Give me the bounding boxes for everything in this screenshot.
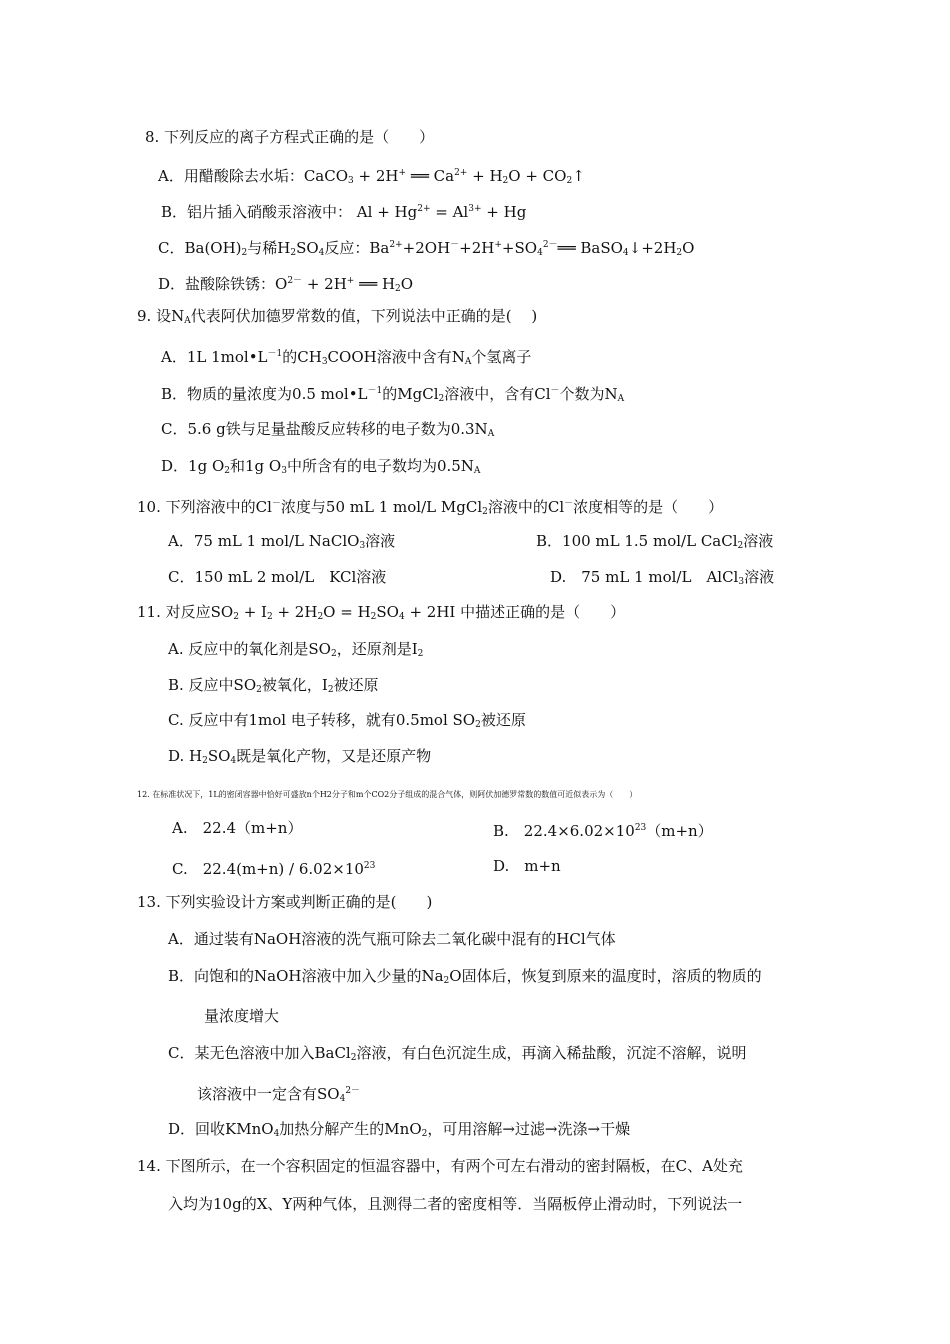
q13-option-d: D．回收KMnO$_4$加热分解产生的MnO$_2$，可用溶解→过滤→洗涤→干燥 bbox=[168, 1120, 631, 1139]
q12-option-d: D. m+n bbox=[493, 857, 561, 875]
q12-stem: 12. 在标准状况下，1L的密闭容器中恰好可盛放n个H2分子和m个CO2分子组成的混合气体，则阿伏加德罗常数的数值可近似表示为（ ） bbox=[137, 790, 638, 799]
q8-option-b: B．铝片插入硝酸汞溶液中： $Al + Hg^{2+} = Al^{3+} + Hg$ bbox=[161, 203, 527, 221]
q13-option-b: B．向饱和的NaOH溶液中加入少量的$Na_2O$固体后，恢复到原来的温度时，溶质的物质的 bbox=[168, 967, 762, 986]
q9-stem: 9. 设$N_A$代表阿伏加德罗常数的值，下列说法中正确的是( ) bbox=[137, 307, 538, 326]
q10-option-c: C．150 mL 2 mol/L KCl溶液 bbox=[168, 568, 387, 586]
q9-option-b: B．物质的量浓度为0.5 $mol•L^{-1}$的MgCl$_2$溶液中，含有Cl－个数为$N_A$ bbox=[161, 385, 625, 404]
q13-option-a: A．通过装有NaOH溶液的洗气瓶可除去二氧化碳中混有的HCl气体 bbox=[168, 930, 616, 948]
q10-stem: 10. 下列溶液中的Cl－浓度与50 mL 1 mol/L MgCl$_2$溶液中的Cl－浓度相等的是（ ） bbox=[137, 498, 724, 517]
q8-option-d: D．盐酸除铁锈：$O^{2-} + 2H^+$ ══ $H_2O$ bbox=[158, 275, 414, 294]
q11-option-d: D. $H_2SO_4$既是氧化产物，又是还原产物 bbox=[168, 747, 432, 766]
q8-option-a: A．用醋酸除去水垢：CaCO$_3$ + 2H+ ══ $Ca^{2+} + H_2O$ + $CO_2↑$ bbox=[158, 167, 585, 186]
q9-option-c: C．5.6 g铁与足量盐酸反应转移的电子数为$0.3N_A$ bbox=[161, 420, 495, 439]
q10-option-b: B．100 mL 1.5 mol/L CaCl$_2$溶液 bbox=[536, 532, 774, 551]
q10-option-d: D. 75 mL 1 mol/L AlCl$_3$溶液 bbox=[550, 568, 775, 587]
q14-stem-line2: 入均为10g的X、Y两种气体，且测得二者的密度相等．当隔板停止滑动时，下列说法一 bbox=[168, 1195, 743, 1213]
q10-option-a: A．75 mL 1 mol/L NaClO$_3$溶液 bbox=[168, 532, 396, 551]
q13-stem: 13. 下列实验设计方案或判断正确的是( ) bbox=[137, 893, 433, 911]
q12-option-c: C. $22.4(m+n) / 6.02\times 10^{23}$ bbox=[172, 860, 376, 878]
q12-option-b: B. $22.4\times 6.02\times 10^{23}(m+n)$ bbox=[493, 822, 713, 840]
q11-option-c: C. 反应中有1mol 电子转移，就有0.5mol $SO_2$被还原 bbox=[168, 711, 526, 730]
q12-option-a: A. 22.4（m+n） bbox=[172, 819, 303, 837]
q8-option-c: C．$Ba(OH)_2$与稀$H_2SO_4$反应：$Ba^{2+}+2OH^-+2H^++SO_4^{2-}══$ $BaSO_4↓+2H_2O$ bbox=[158, 239, 695, 258]
q9-option-d: D．1g $O_2$和1g $O_3$中所含有的电子数均为$0.5N_A$ bbox=[161, 457, 481, 476]
q14-stem-line1: 14. 下图所示，在一个容积固定的恒温容器中，有两个可左右滑动的密封隔板，在C、A处充 bbox=[137, 1157, 743, 1175]
q13-option-b-continued: 量浓度增大 bbox=[204, 1007, 280, 1025]
q11-stem: 11. 对反应$SO_2 + I_2 + 2H_2O = H_2SO_4 + 2HI$ 中描述正确的是（ ） bbox=[137, 603, 626, 622]
q8-stem: 8. 下列反应的离子方程式正确的是（ ） bbox=[145, 128, 435, 146]
q13-option-c: C．某无色溶液中加入BaCl$_2$溶液，有白色沉淀生成，再滴入稀盐酸，沉淀不溶解，说明 bbox=[168, 1044, 747, 1063]
q11-option-a: A. 反应中的氧化剂是$SO_2$，还原剂是$I_2$ bbox=[168, 640, 424, 659]
q9-option-a: A．1L $1mol•L^{-1}$的$CH_3COOH$溶液中含有$N_A$个氢离子 bbox=[161, 348, 532, 367]
q11-option-b: B. 反应中$SO_2$被氧化，$I_2$被还原 bbox=[168, 676, 379, 695]
q13-option-c-continued: 该溶液中一定含有$SO_4^{2-}$ bbox=[197, 1085, 361, 1104]
